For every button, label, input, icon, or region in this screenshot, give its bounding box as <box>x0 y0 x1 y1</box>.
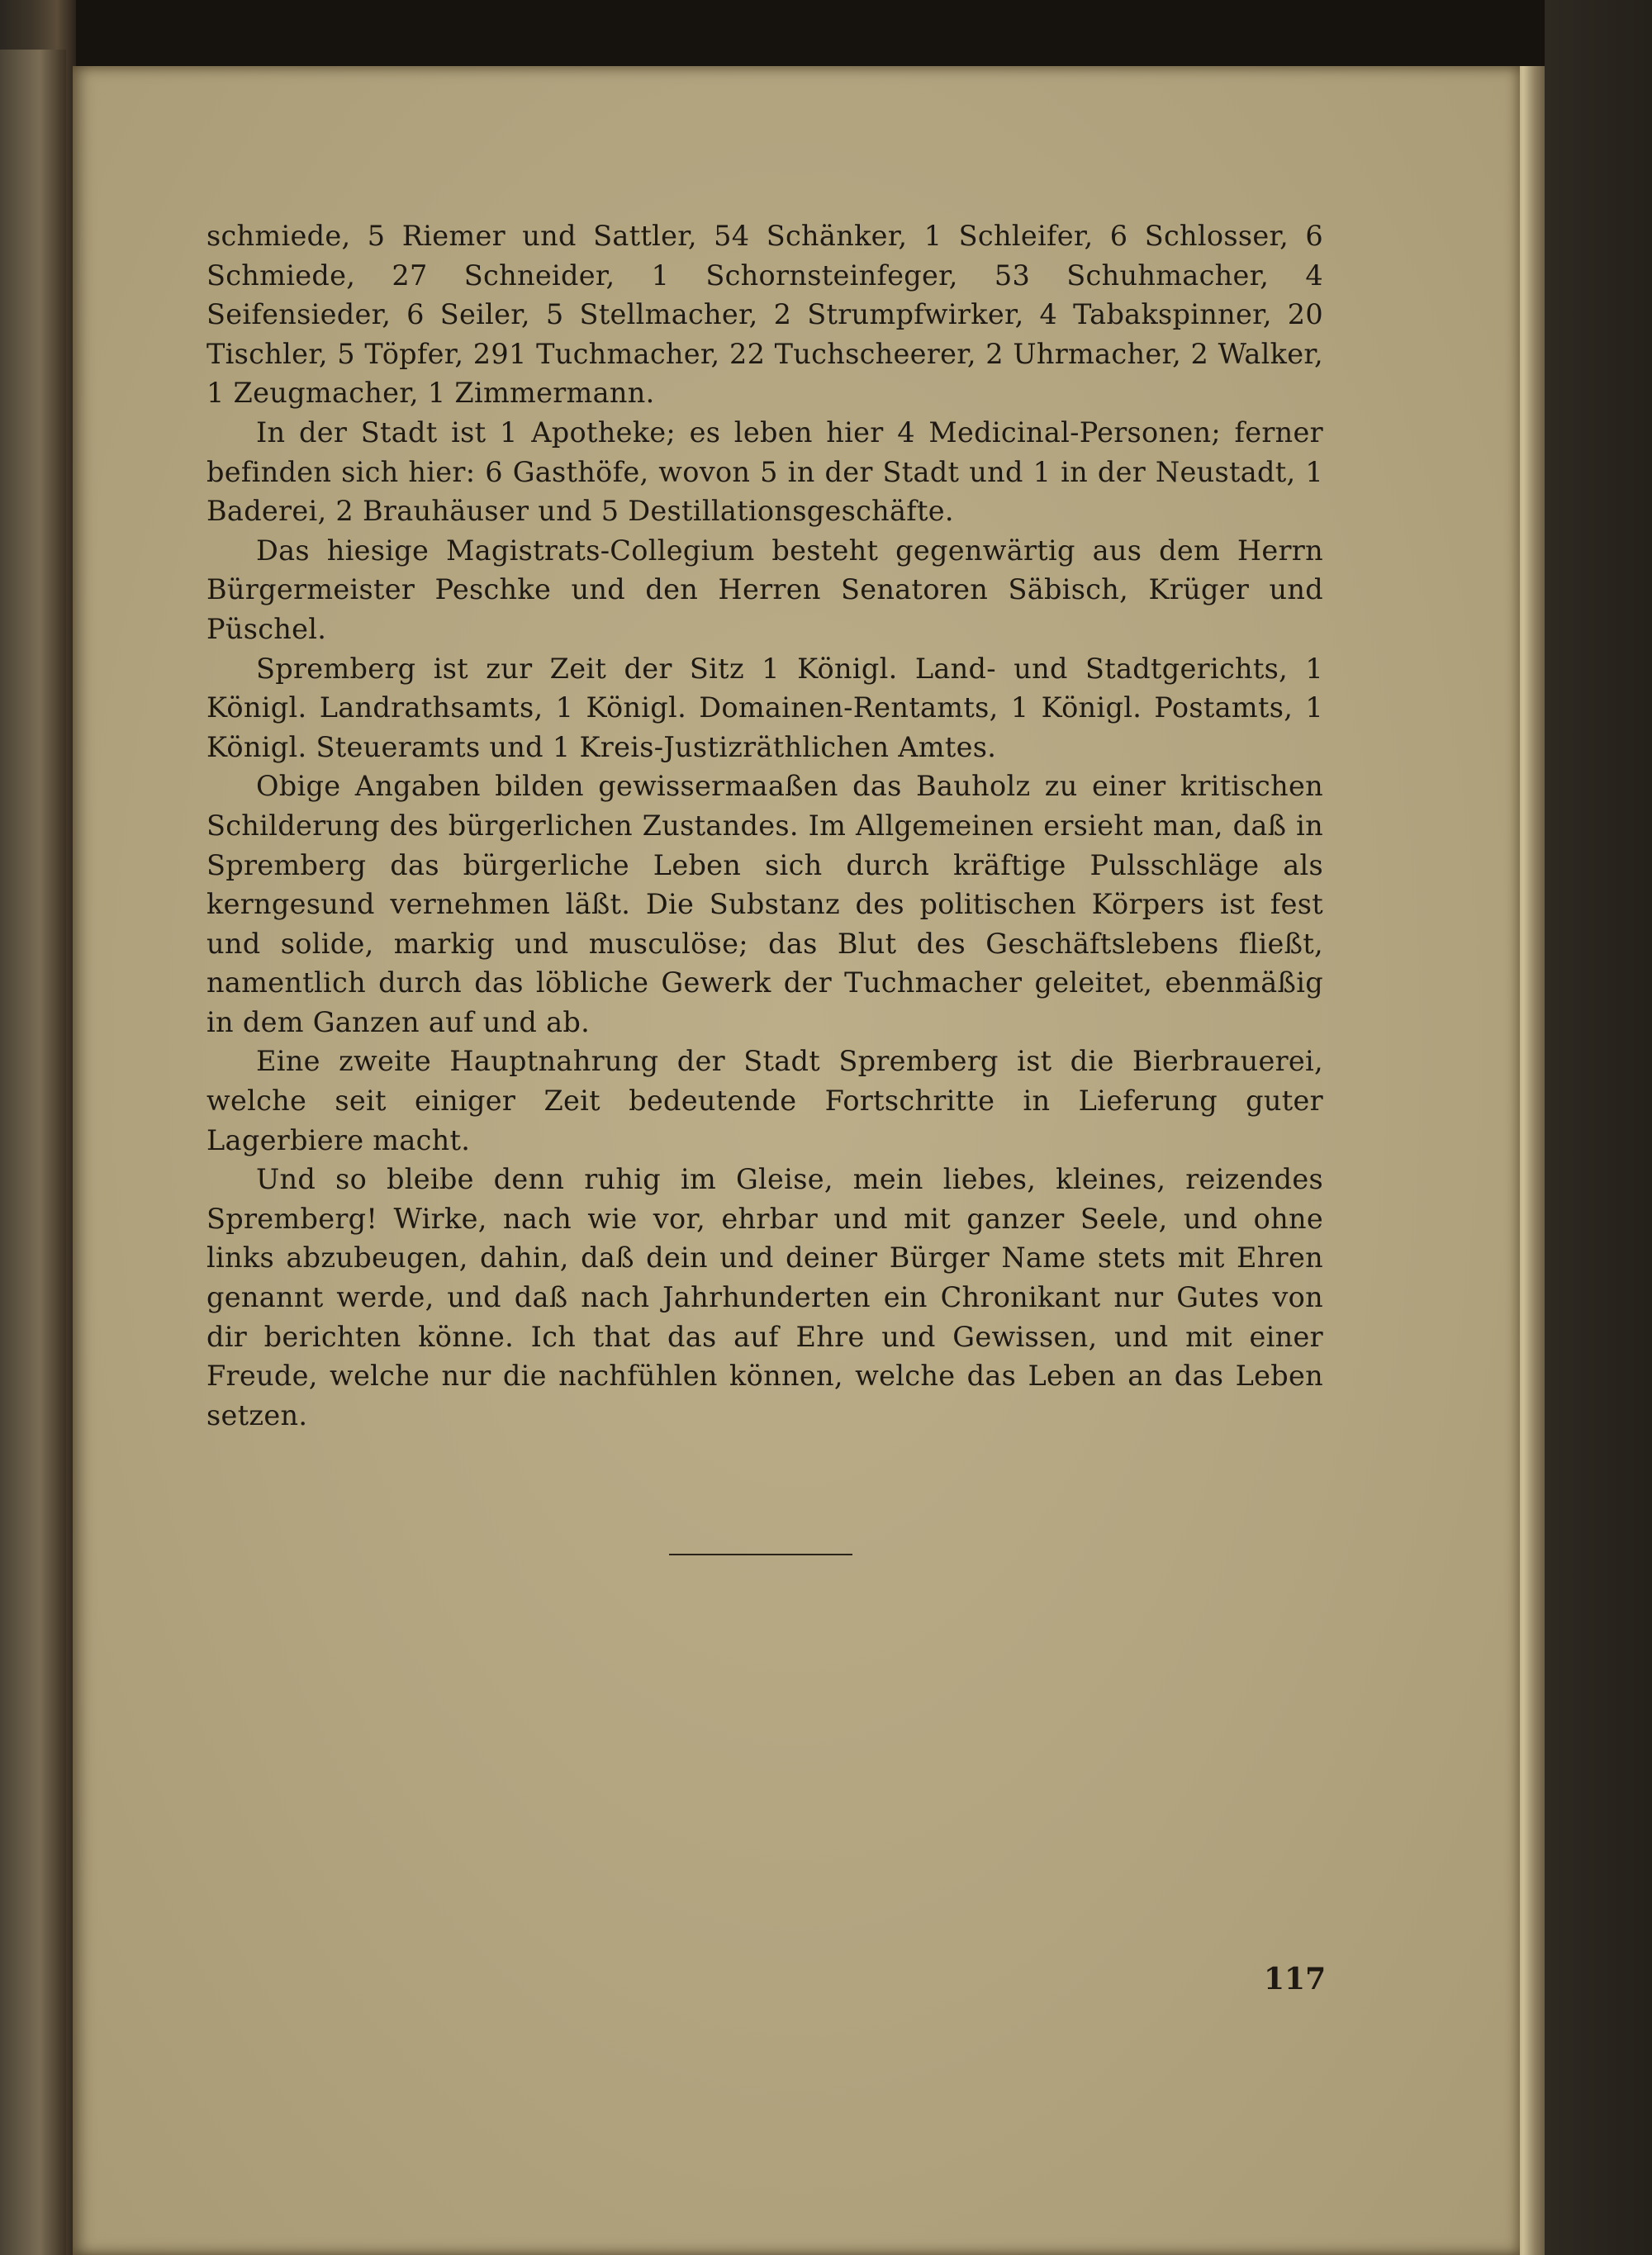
page-number: 117 <box>1264 1962 1327 1996</box>
paragraph-magistrate: Das hiesige Magistrats-Collegium besteht gegenwärtig aus dem Herrn Bürgermeister Peschke und den Herren Senatoren Säbisch, Krüger und Püschel. <box>206 534 1323 645</box>
paragraph-town-institutions: In der Stadt ist 1 Apotheke; es leben hier 4 Medicinal-Personen; ferner befinden sich hier: 6 Gasthöfe, wovon 5 in der Stadt und 1 in der Neustadt, 1 Baderei, 2 Brauhäuser und 5 Destillationsgeschäfte. <box>206 415 1323 528</box>
previous-page-strip <box>0 50 66 2255</box>
scan-background-top <box>73 0 1545 68</box>
paragraph-brewery: Eine zweite Hauptnahrung der Stadt Spremberg ist die Bierbrauerei, welche seit einiger Zeit bedeutende Fortschritte in Lieferung guter Lagerbiere macht. <box>206 1045 1323 1156</box>
paragraph-authorities: Spremberg ist zur Zeit der Sitz 1 Königl. Land- und Stadtgerichts, 1 Königl. Landrathsamts, 1 Königl. Domainen-Rentamts, 1 Königl. Postamts, 1 Königl. Steueramts und 1 Kreis-Justizräthlichen Amtes. <box>206 652 1323 763</box>
paragraph-civic-life: Obige Angaben bilden gewissermaaßen das Bauholz zu einer kritischen Schilderung des bürgerlichen Zustandes. Im Allgemeinen ersieht man, daß in Spremberg das bürgerliche Leben sich durch kräftige Pulsschläge als kerngesund vernehmen läßt. Die Substanz des politischen Körpers ist fest und solide, markig und musculöse; das Blut des Geschäftslebens fließt, namentlich durch das löbliche Gewerk der Tuchmacher geleitet, ebenmäßig in dem Ganzen auf und ab. <box>206 770 1323 1038</box>
paragraph-trades-list: schmiede, 5 Riemer und Sattler, 54 Schänker, 1 Schleifer, 6 Schlosser, 6 Schmiede, 27 Schneider, 1 Schornsteinfeger, 53 Schuhmacher, 4 Seifensieder, 6 Seiler, 5 Stellmacher, 2 Strumpfwirker, 4 Tabakspinner, 20 Tischler, 5 Töpfer, 291 Tuchmacher, 22 Tuchscheerer, 2 Uhrmacher, 2 Walker, 1 Zeugmacher, 1 Zimmermann. <box>206 220 1323 410</box>
body-text <box>206 216 1323 1435</box>
book-cover-edge <box>1545 0 1652 2255</box>
paragraph-farewell: Und so bleibe denn ruhig im Gleise, mein liebes, kleines, reizendes Spremberg! Wirke, nach wie vor, ehrbar und mit ganzer Seele, und ohne links abzubeugen, dahin, daß dein und deiner Bürger Name stets mit Ehren genannt werde, und daß nach Jahrhunderten ein Chronikant nur Gutes von dir berichten könne. Ich that das auf Ehre und Gewissen, und mit einer Freude, welche nur die nachfühlen können, welche das Leben an das Leben setzen. <box>206 1163 1323 1431</box>
section-divider-rule <box>669 1554 852 1555</box>
